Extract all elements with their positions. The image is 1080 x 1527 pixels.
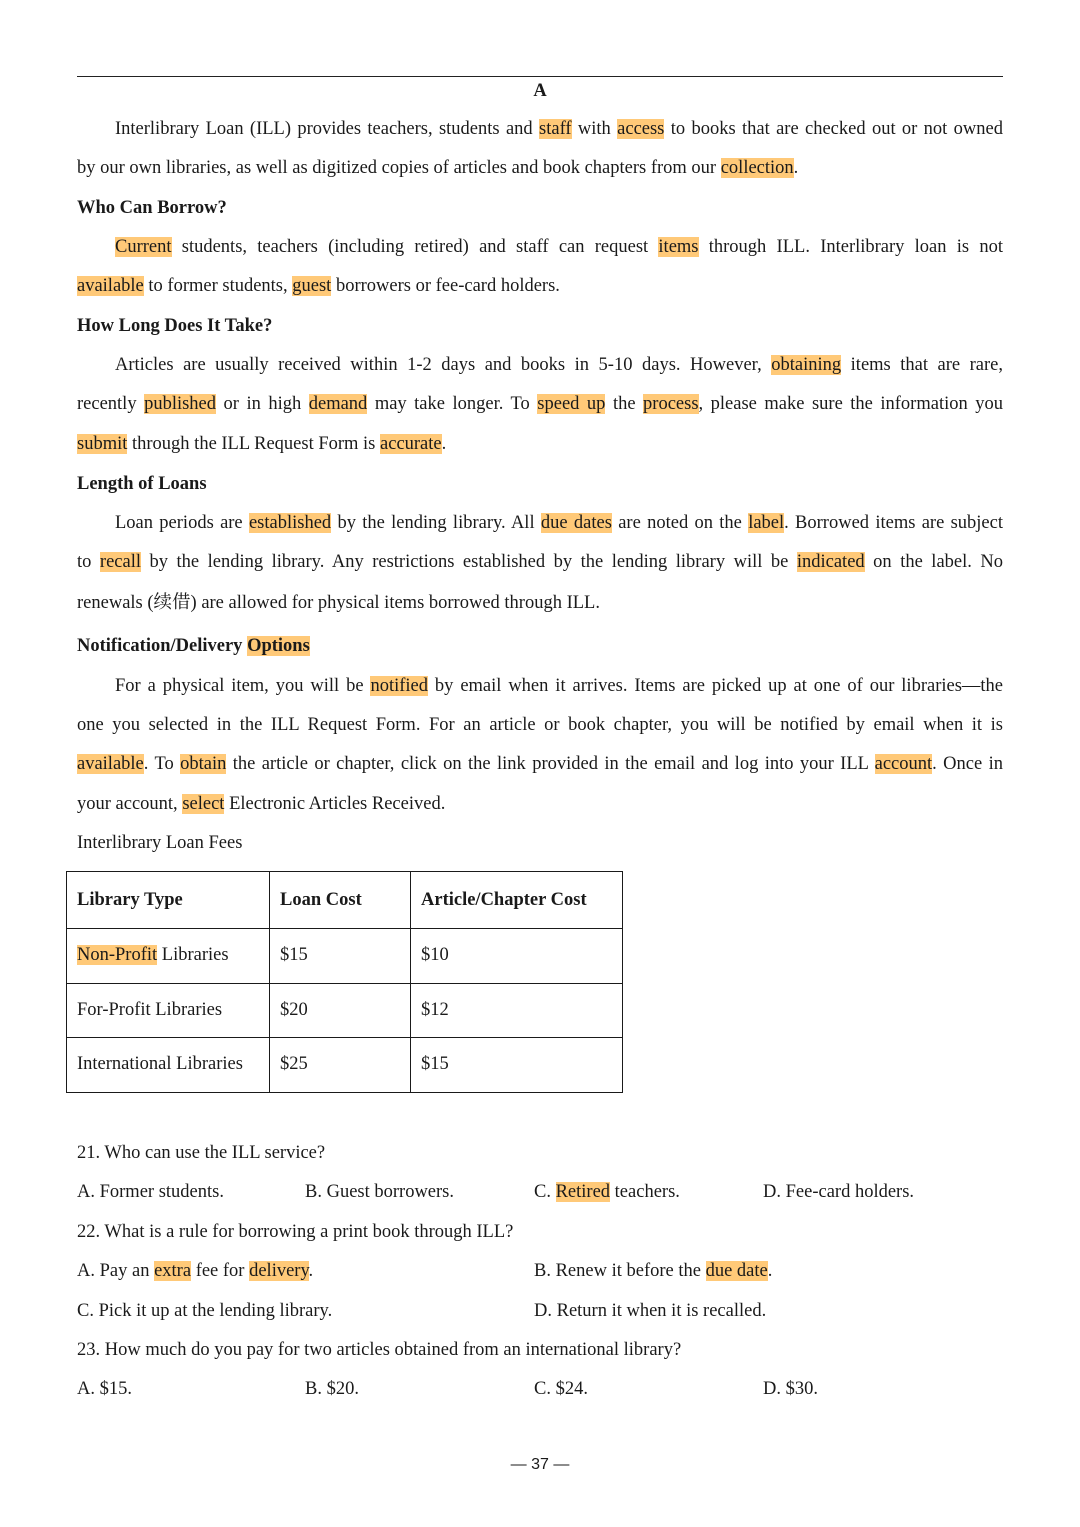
question-22-option-c: C. Pick it up at the lending library. xyxy=(77,1301,333,1321)
who-line-1: Current students, teachers (including retired) and staff can request items through ILL. Interlibrary loan is not xyxy=(115,237,1003,257)
loans-line-3: renewals (续借) are allowed for physical items borrowed through ILL. xyxy=(77,593,600,613)
highlight-word: items xyxy=(658,237,699,257)
table-header-cell: Article/Chapter Cost xyxy=(411,872,623,929)
top-rule xyxy=(77,76,1003,77)
fees-caption: Interlibrary Loan Fees xyxy=(77,833,243,853)
highlight-word: extra xyxy=(154,1261,192,1281)
highlight-word: Options xyxy=(247,636,310,656)
notify-line-3: available. To obtain the article or chapter, click on the link provided in the email and log into your ILL account. Once in xyxy=(77,754,1003,774)
notify-line-2: one you selected in the ILL Request Form. For an article or book chapter, you will be notified by email when it is xyxy=(77,715,1003,735)
who-line-2: available to former students, guest borrowers or fee-card holders. xyxy=(77,276,560,296)
how-long-line-1: Articles are usually received within 1-2 days and books in 5-10 days. However, obtaining items that are rare, xyxy=(115,355,1003,375)
question-23-option-d: D. $30. xyxy=(763,1379,818,1399)
highlight-word: label xyxy=(748,513,785,533)
highlight-word: Retired xyxy=(555,1182,611,1202)
question-21-option-d: D. Fee-card holders. xyxy=(763,1182,915,1202)
question-23-option-b: B. $20. xyxy=(305,1379,359,1399)
question-23-stem: 23. How much do you pay for two articles obtained from an international library? xyxy=(77,1340,682,1360)
highlight-word: demand xyxy=(308,394,368,414)
table-header-cell: Library Type xyxy=(67,872,270,929)
question-21-option-a: A. Former students. xyxy=(77,1182,224,1202)
loans-line-1: Loan periods are established by the lending library. All due dates are noted on the label. Borrowed items are subject xyxy=(115,513,1003,533)
fees-table xyxy=(66,871,623,1093)
question-22-option-d: D. Return it when it is recalled. xyxy=(534,1301,767,1321)
table-cell: $15 xyxy=(270,929,411,984)
table-row xyxy=(67,1038,623,1093)
highlight-word: staff xyxy=(539,119,572,139)
table-header-cell: Loan Cost xyxy=(270,872,411,929)
intro-line-1: Interlibrary Loan (ILL) provides teachers, students and staff with access to books that are checked out or not owned xyxy=(115,119,1003,139)
highlight-word: notified xyxy=(370,676,428,696)
table-row xyxy=(67,929,623,984)
highlight-word: obtain xyxy=(180,754,227,774)
loans-line-2: to recall by the lending library. Any restrictions established by the lending library will be indicated on the label. No xyxy=(77,552,1004,572)
highlight-word: guest xyxy=(292,276,332,296)
highlight-word: published xyxy=(144,394,217,414)
question-22-stem: 22. What is a rule for borrowing a print book through ILL? xyxy=(77,1222,514,1242)
question-21-stem: 21. Who can use the ILL service? xyxy=(77,1143,326,1163)
section-heading-loans: Length of Loans xyxy=(77,474,207,494)
table-cell: Non-Profit Libraries xyxy=(67,929,270,984)
intro-line-2: by our own libraries, as well as digitized copies of articles and book chapters from our collection. xyxy=(77,158,799,178)
page-number: — 37 — xyxy=(510,1456,570,1473)
table-cell: $20 xyxy=(270,983,411,1038)
table-cell: $12 xyxy=(411,983,623,1038)
highlight-word: select xyxy=(182,794,225,814)
passage-letter: A xyxy=(533,81,547,101)
table-row xyxy=(67,983,623,1038)
highlight-word: submit xyxy=(77,434,128,454)
highlight-word: accurate xyxy=(380,434,442,454)
question-23-option-c: C. $24. xyxy=(534,1379,588,1399)
section-heading-notification: Notification/Delivery Options xyxy=(77,636,310,656)
notify-line-1: For a physical item, you will be notified by email when it arrives. Items are picked up at one of our libraries—the xyxy=(115,676,1004,696)
highlight-word: available xyxy=(77,754,144,774)
question-22-option-a: A. Pay an extra fee for delivery. xyxy=(77,1261,314,1281)
highlight-word: recall xyxy=(99,552,141,572)
highlight-word: access xyxy=(617,119,665,139)
highlight-word: process xyxy=(643,394,699,414)
table-header-row xyxy=(67,872,623,929)
highlight-word: due dates xyxy=(540,513,612,533)
table-cell: $10 xyxy=(411,929,623,984)
notify-line-4: your account, select Electronic Articles Received. xyxy=(77,794,446,814)
highlight-word: Non-Profit xyxy=(77,945,158,966)
question-21-option-b: B. Guest borrowers. xyxy=(305,1182,455,1202)
table-cell: $15 xyxy=(411,1038,623,1093)
highlight-word: speed up xyxy=(537,394,606,414)
highlight-word: delivery xyxy=(249,1261,309,1281)
highlight-word: account xyxy=(874,754,933,774)
highlight-word: established xyxy=(248,513,332,533)
highlight-word: due date xyxy=(705,1261,768,1281)
highlight-word: Current xyxy=(115,237,172,257)
how-long-line-2: recently published or in high demand may take longer. To speed up the process, please make sure the information you xyxy=(77,394,1003,414)
question-21-option-c: C. Retired teachers. xyxy=(534,1182,680,1202)
highlight-word: available xyxy=(77,276,144,296)
section-heading-how-long: How Long Does It Take? xyxy=(77,316,273,336)
table-cell: $25 xyxy=(270,1038,411,1093)
section-heading-who: Who Can Borrow? xyxy=(77,198,227,218)
table-cell: International Libraries xyxy=(67,1038,270,1093)
highlight-word: indicated xyxy=(796,552,865,572)
question-23-option-a: A. $15. xyxy=(77,1379,132,1399)
highlight-word: obtaining xyxy=(771,355,842,375)
highlight-word: collection xyxy=(720,158,794,178)
table-cell: For-Profit Libraries xyxy=(67,983,270,1038)
question-22-option-b: B. Renew it before the due date. xyxy=(534,1261,773,1281)
how-long-line-3: submit through the ILL Request Form is accurate. xyxy=(77,434,447,454)
